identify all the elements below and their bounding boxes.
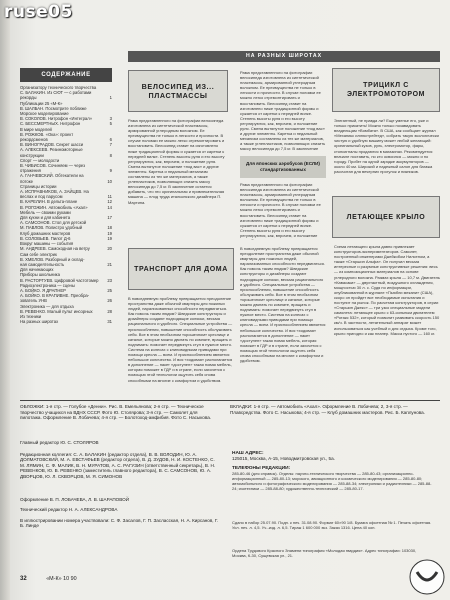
- toc-item-page: 28: [107, 308, 112, 314]
- inserts-credits: ВКЛАДКИ: 1-я стр. — Автомобиль «Ахал». Оформление В. Лобачева; 2, 3-я стр. — Плавсредства. Фото С. Насыкова; 4-я стр. — Клуб домашних мастеров. Рис. Б. Каплунова.: [230, 404, 426, 415]
- toc-item-text: В. ВИНОГРАДОВ. Секрет шасси: [20, 142, 84, 148]
- toc-item-text: На разных широтах: [20, 319, 59, 325]
- toc-item-text: М. АНДРЕЕВ. Самоходная на ветру: [20, 246, 90, 252]
- toc-item-page: 25: [107, 287, 112, 293]
- toc-item-text: А. ИСПРАВНИКОВ, А. ЗАЙЦЕВ. На: [20, 189, 89, 195]
- bike-title-box: [128, 70, 228, 112]
- toc-item-page: 17: [107, 215, 112, 221]
- page-binding: [0, 0, 10, 600]
- trike-title: ТРИЦИКЛ С ЭЛЕКТРОМОТОРОМ: [346, 82, 426, 98]
- trike-text: Элегантный, не правда ли? Еще уменье его, уже и только прикатить! Можно только позавидовать владельцам «Вомбата». В США, как сообщает журнал «Механикс иллюстрейтед», собрать такую экологически чистую и удобную машину может любой желающий: оригинальный кузов, руль, электромотор, фары, стопсигналы продаются в магазинах. Рекомендуется вначале поставить, но кто освоился — можно и по городу. Пробег на одной зарядке аккумуляторов — около 40 км. Широкий и надежный салон для багажа рассчитан для вечерних прогулок и пикников.: [334, 118, 439, 174]
- wing-title-box: [332, 196, 440, 238]
- toc-item-page: 5: [109, 121, 112, 127]
- toc-item-text: С. БАЛАКИН. Из СЮТ — с работами: [20, 90, 92, 96]
- toc-item-page: 26: [107, 298, 112, 304]
- toc-item-text: А. САМСОНОВ. Стол для детской: [20, 220, 87, 226]
- toc-item-text: В. СОКОЛОВ. Нитрофон «Интеграл»: [20, 116, 93, 122]
- toc-item-text: Для кухни и для кабинета: [20, 215, 71, 221]
- design-credits: Оформление В. П. ЛОБАЧЕВА, Л. В. ШАРАПОВОЙ: [20, 496, 130, 502]
- toc-item-text: В. РОГОЖИН. Автомобиль «Ахал»: [20, 204, 88, 210]
- address-block: [232, 451, 432, 564]
- toc-item-text: конструкции: [20, 152, 44, 158]
- toc-item-page: 1: [109, 95, 112, 101]
- address-text: 125015, Москва, А-15, Новодмитровская ул., 5а.: [232, 456, 335, 461]
- bike-title: ВЕЛОСИПЕД ИЗ... ПЛАСТМАССЫ: [141, 82, 215, 100]
- page-footer: [20, 576, 170, 582]
- toc-item-text: рекордсменов: [20, 137, 48, 143]
- bike-text-left: Рама представленного на фотографии велосипеда изготовлена из синтетической пластмассы, армированной углеродным волокном. Ее преимущества не только в легкости и прочности. В случае поломки ее можно легко отремонтировать и восстановить. Велосипед ставит на изготовлено ниже традиционной формы и сужается от каретки к передней вилке. Степень высоты руля и его высоту регулируются, как, впрочем, и положение руля. Смена вытянутое положение «под вас» и другие элементы. Каретка и педальный механизм составлены из тех же материалов, а также углепластиков, позволяющих снизить массу велосипеда до 7,5 кг. В заключение остается добавить, что это оригинальная и привлекательная машина — плод труда итальянского дизайнера П. Мартина.: [128, 118, 225, 205]
- toc-item-page: 14: [107, 204, 112, 210]
- toc-item-page: 21: [107, 261, 112, 267]
- toc-item-page: 8: [109, 152, 112, 158]
- toc-item-text: А. БОЙКО. Я ДРАПНЕР: [20, 287, 66, 293]
- caption-box: Для японских аэробусов (ЕСЛИ) стандартизованных: [240, 156, 326, 178]
- toc-item-text: С. БЕССМЕРТНЫХ. Нитрофон: [20, 121, 81, 127]
- toc-item-text: Мебель — своими руками: [20, 209, 71, 215]
- toc-item-text: А. АЛЕКСЕЕВ. Резиномоторные: [20, 147, 83, 153]
- toc-item-text: Страницы истории: [20, 183, 57, 189]
- transport-text-left: В повседневную проблему превращается преодоление пространства даже обычной квартиры для пожилых людей, парализованных способности передвигаться. Как помочь таким людям? Шведские конструкторы и дизайнеры создают подходящие коляски, весьма рационального и удобного. Специальные устройства — приспособления, повышение способность обслуживать себя. Все в этом необычном «крошечном» креслице и каталке, которые можно двигать по комнате, вращать и поднимать: помогает передвинуть стул в нужное место. Система на колесах с клиновидными приводами при помощи кресла — всем. И приспособлением является небольшое количество. И вся «ходовая» располагается в дополнение — пакет «доступен» такая новая мебель, которая поможет в ГДР и в стране, если захочется с помощью этой технологии ощутить себя снова способными на многие с комфортом и удобством.: [128, 296, 233, 383]
- toc-item-text: Для начинающих: [20, 267, 54, 273]
- toc-item-text: В. РОЖКОВ. «Ока»: проект: [20, 131, 74, 137]
- toc-item-page: 11: [107, 194, 112, 200]
- toc-item-page: 7: [109, 142, 112, 148]
- toc-item-text: Приборы школьника: [20, 272, 60, 278]
- toc-item-page: 19: [107, 235, 112, 241]
- toc-item-page: 10: [107, 178, 112, 184]
- toc-item-text: В. ШАЛБАН. Посмотрите поближе: [20, 105, 87, 111]
- editorial-board: Редакционная коллегия: С. А. БАЛАКИН (редактор отдела), В. В. ВОЛОДИН, Ю. А. ДОЛМАТОВСКИЙ, М. А. ЕВСТАФЬЕВ (редактор отдела), В. Д. ЗУДОВ, Н. И. КОСТЕНКО, С. М. ЛЯМИН, С. Ф. МАЛИК, В. Н. МУРАТОВ, А. С. РАГУЗИН (ответственный секретарь), В. Н. РЕВЕНКОВ, Ю. В. РЕВЕНКО (заместитель главного редактора), В. С. САМСОНОВ, Ю. А. ДВОРЦОВ, Ю. Л. СКВОРЦОВ, М. Я. СИМОНОВ: [20, 451, 216, 479]
- toc-heading: СОДЕРЖАНИЕ: [20, 68, 112, 82]
- toc-item-text: отражения: [20, 168, 41, 174]
- toc-item-text: потоке: [20, 178, 33, 184]
- toc-item-page: 12: [107, 199, 112, 205]
- toc-item-text: Морское моделирование: [20, 111, 69, 117]
- section-banner: НА РАЗНЫХ ШИРОТАХ: [128, 51, 440, 62]
- toc-item-page: 19: [107, 230, 112, 236]
- toc-item-text: Вокруг машины — события: [20, 241, 74, 247]
- toc-item-text: Спорт — молодости: [20, 157, 60, 163]
- toc-item-text: ная самодеятельность: [20, 261, 65, 267]
- toc-item-text: Из техники: [20, 313, 42, 319]
- toc-item-text: В. РЕВЕНКО. Малый пульт инсорных: [20, 308, 93, 314]
- toc-item-page: 20: [107, 246, 112, 252]
- toc-item-text: Публикации 25 «М-К»: [20, 100, 63, 106]
- toc-item-text: Сам себе электрик: [20, 251, 57, 257]
- toc-item-text: Радиоэлектроника — сцены: [20, 282, 75, 288]
- toc-item-text: Клуб домашних мастеров: [20, 230, 71, 236]
- toc-item-text: А. ГАНЧЕВСКИЙ. Обтекатели на: [20, 173, 84, 179]
- wing-title: ЛЕТАЮЩЕЕ КРЫЛО: [346, 213, 426, 221]
- toc-item-text: В. РАСТОРГУЕВ. Цифровой частотомер: [20, 277, 99, 283]
- toc-item-text: М. ПАВЛОВ. Полистро удобный: [20, 225, 83, 231]
- corner-logo-icon: [408, 558, 446, 596]
- toc-item-text: зователь УНВ: [20, 298, 47, 304]
- publisher-info: Ордена Трудового Красного Знамени типография «Молодая гвардия». Адрес типографии: 103030, Москва, К-30, Сущевская ул., 21.: [232, 547, 417, 558]
- toc-item-page: 9: [109, 168, 112, 174]
- bike-text-right: Рама представленного на фотографии велосипеда изготовлена из синтетической пластмассы, армированной углеродным волокном. Ее преимущества не только в легкости и прочности. В случае поломки ее можно легко отремонтировать и восстановить. Велосипед ставит на изготовлено ниже традиционной формы и сужается от каретки к передней вилке. Степень высоты руля и его высоту регулируются, как, впрочем, и положение руля. Смена вытянутое положение «под вас» и другие элементы. Каретка и педальный механизм составлены из тех же материалов, а также углепластиков, позволяющих снизить массу велосипеда до 7,5 кг. В заключение: [240, 70, 326, 152]
- address-heading: НАШ АДРЕС:: [232, 451, 264, 456]
- toc-item-page: 23: [107, 277, 112, 283]
- transport-text-right: В повседневную проблему превращается преодоление пространства даже обычной квартиры для пожилых людей, парализованных способности передвигаться. Как помочь таким людям? Шведские конструкторы и дизайнеры создают подходящие коляски, весьма рационального и удобного. Специальные устройства — приспособления, повышение способность обслуживать себя. Все в этом необычном «крошечном» креслице и каталке, которые можно двигать по комнате, вращать и поднимать: помогает передвинуть стул в нужное место. Система на колесах с клиновидными приводами при помощи кресла — всем. И приспособлением является небольшое количество. И вся «ходовая» располагается в дополнение — пакет «доступен» такая новая мебель, которая поможет в ГДР и в стране, если захочется с помощью этой технологии ощутить себя снова способными на многие с комфортом и удобством.: [240, 246, 326, 364]
- phones-heading: ТЕЛЕФОНЫ РЕДАКЦИИ:: [232, 465, 291, 471]
- toc-item-text: Электроника — для отдыха: [20, 303, 74, 309]
- toc-item-text: В. СОЛОВЬЕВ. Пилот Д-6: [20, 235, 71, 241]
- toc-item-text: В. ХМЕЛОВ. Разборный и охлад-: [20, 256, 85, 262]
- phones-text: 285-80-46 (для справок). Отделы: научно-технического творчества — 285-80-43; организационно-информационный — 285-80-13; морского, авиационного и космического моделирования — 285-80-80; автомобильного и фотографического моделирования — 285-88-34; электроники и радиотехники — 285-88-24; изотехники — 285-88-80; художественно-технический — 285-80-17.: [232, 470, 432, 491]
- toc-item-text: рекорды: [20, 95, 37, 101]
- transport-title: ТРАНСПОРТ ДЛЯ ДОМА: [134, 265, 228, 273]
- wing-text: Схема летающего крыла давно привлекает конструкторов-экспериментаторов. Самолет, построенный инженерами Джейкобом Нилсеном, а также «Старшип Альфа». Он получил весьма интересные и разумные конструктивные решения: весь — из композиционных материалов на основе углеродного волокна. Размах крыла — 10,7 м. Двигатель «Кавасаки» — двухтактный, воздушного охлаждения, мощностью 30 л. с. Судя по информации, опубликованной в журнале «Пьюбли мекани» (США), скоро он пройдет все необходимые испытания и поступит на рынок. По расчетам конструкторов, в серии «Старшип Джекс» — три узко специальные модели самолета: летающее крыло с 63-сильным двигателем «Ротакс 532», который позволит развивать скорость 150 км/ч. В частности, летательный аппарат может использоваться как учебный и для отдыха. Кроме того, крыло пригодно и как планер. Масса пустого — 160 кг.: [334, 244, 440, 336]
- toc-item: [20, 319, 112, 324]
- covers-credits: ОБЛОЖКИ: 1-я стр. — Голубое «Денни». Рис. В. Емельянова; 2-я стр. — Техническое творчество учащихся на ВДНХ СССР. Фото Ю. Столярова; 3-я стр. — Самолет для пилотажа. Оформление В. Лобачева; 4-я стр. — Болотоход-амфибия. Фото С. Насыкова.: [20, 404, 212, 421]
- toc-item-page: 31: [107, 319, 112, 325]
- table-of-contents: [20, 60, 112, 324]
- print-info: Сдано в набор 25.07.90. Подп. к печ. 31.08.90. Формат 60×90 1/8. Бумага офсетная № 1. Печать офсетная. Усл. печ. л. 4,5. Уч.-изд. л. 6,5. Тираж 1 600 000 экз. Заказ 1316. Цена 40 коп.: [232, 519, 432, 530]
- transport-title-box: [128, 248, 234, 290]
- chief-editor: Главный редактор Ю. С. СТОЛЯРОВ: [20, 440, 99, 445]
- toc-item-text: В мире моделей: [20, 126, 52, 132]
- toc-item-page: 3: [109, 116, 112, 122]
- toc-item-page: 6: [109, 137, 112, 143]
- toc-item-text: Организатору технического творчества: [20, 85, 97, 90]
- divider-line: [20, 400, 440, 401]
- toc-item-text: В. КАРЕЛИН. В дельта-плане: [20, 199, 78, 205]
- watermark-text: ruse05: [4, 2, 73, 22]
- illustration-credits: В иллюстрировании номера участвовали: С. Ф. Засалов, Г. П. Засласская, Н. А. Кирсанов, Г. Б. Линде: [20, 517, 219, 529]
- trike-title-box: [332, 68, 440, 112]
- toc-item-text: веслах и под парусом: [20, 194, 63, 200]
- tech-editor: Технический редактор Н. А. АЛЕКСАНДРОВА: [20, 507, 118, 513]
- issue-label: «М-К» 10 90: [46, 576, 77, 582]
- toc-item-text: В. ЧИБИСОВ. Сочиняем — через: [20, 163, 86, 169]
- toc-item-page: 18: [107, 225, 112, 231]
- bike-text-end: Рама представленного на фотографии велосипеда изготовлена из синтетической пластмассы, армированной углеродным волокном. Ее преимущества не только в легкости и прочности. В случае поломки ее можно легко отремонтировать и восстановить. Велосипед ставит на изготовлено ниже традиционной формы и сужается от каретки к передней вилке. Степень высоты руля и его высоту регулируются, как, впрочем, и положение: [240, 182, 321, 238]
- toc-item-text: А. БОЙКО. В КРАПИВНЕ. Преобра-: [20, 293, 90, 299]
- page-number: 32: [20, 576, 27, 582]
- toc-list: [20, 85, 112, 324]
